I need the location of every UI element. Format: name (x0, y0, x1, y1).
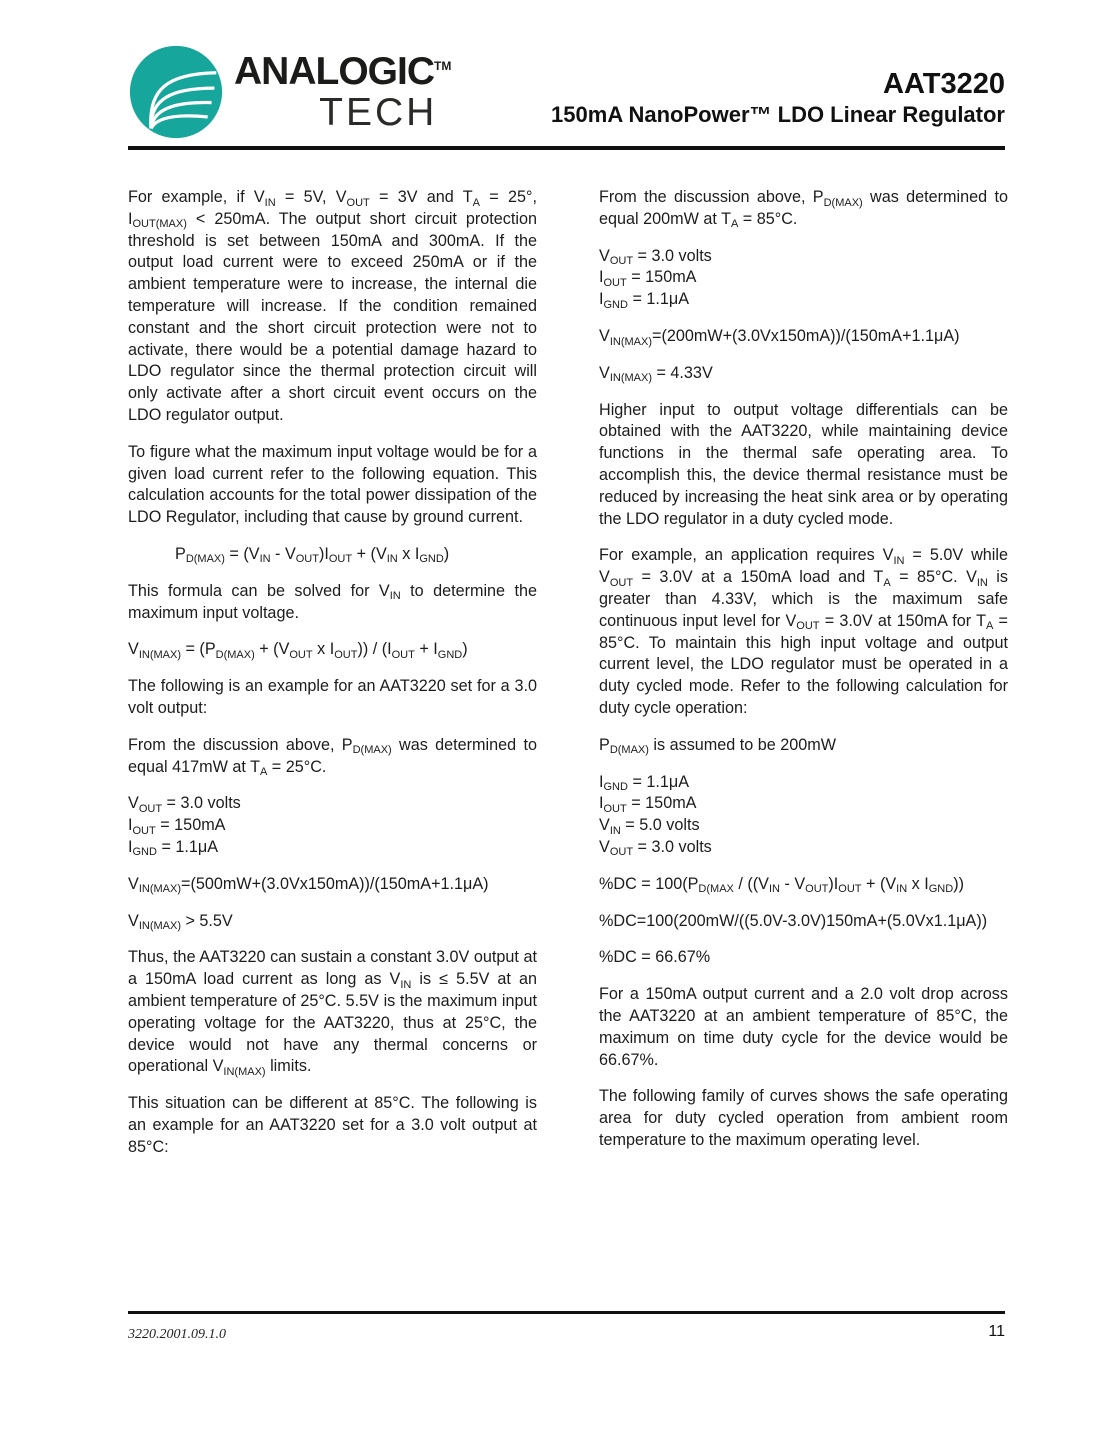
equation: $V_{IN(MAX)}=(500mW+(3.0Vx150mA))/(150mA+1.1\mu A)$ (128, 874, 489, 896)
equation: %DC = 66.67% (599, 948, 711, 967)
paragraph: Thus, the AAT3220 can sustain a constant 3.0V output at a 150mA load current as long as $V_{IN}$ is ≤ 5.5V at an ambient temperature of 25°C. 5.5V is the maximum input operating voltage for the AAT3220, thus at 25°C, the device would not have any thermal concerns or operational $V_{IN(MAX)}$ limits. (128, 948, 537, 1078)
brand-block (128, 44, 451, 140)
paragraph: This situation can be different at 85°C. The following is an example for an AAT3220 set for a 3.0 volt output at 85°C: (128, 1094, 537, 1156)
paragraph: For a 150mA output current and a 2.0 volt drop across the AAT3220 at an ambient temperature of 85°C, the maximum on time duty cycle for the device would be 66.67%. (599, 985, 1008, 1069)
paragraph: $P_{D(MAX)}$ is assumed to be 200mW (599, 735, 837, 757)
trademark-superscript: TM (434, 59, 452, 73)
value-line: $I_{OUT} = 150mA$ (599, 268, 697, 289)
paragraph: This formula can be solved for $V_{IN}$ to determine the maximum input voltage. (128, 581, 537, 622)
value-line: $I_{GND} = 1.1\mu A$ (599, 772, 690, 794)
brand-name-line2: TECH (319, 91, 438, 134)
document-revision-code: 3220.2001.09.1.0 (128, 1327, 226, 1342)
paragraph: The following family of curves shows the safe operating area for duty cycled operation from ambient room temperature to the maximum operating level. (599, 1087, 1008, 1149)
body-columns (128, 187, 1008, 1173)
equation: $V_{IN(MAX)}=(200mW+(3.0Vx150mA))/(150mA+1.1\mu A)$ (599, 326, 960, 348)
paragraph: Higher input to output voltage differentials can be obtained with the AAT3220, while maintaining device functions in the thermal safe operating area. To accomplish this, the device thermal resistance must be reduced by increasing the heat sink area or by operating the LDO regulator in a duty cycled mode. (599, 400, 1008, 528)
value-line: $V_{IN} = 5.0$ volts (599, 816, 700, 837)
right-column (599, 187, 1008, 1173)
brand-name: ANALOGIC (234, 50, 434, 93)
equation: $\%DC = 100(P_{D(MAX} / ((V_{IN} - V_{OUT})I_{OUT} + (V_{IN}$ x $I_{GND}$)) (599, 874, 964, 896)
paragraph: The following is an example for an AAT3220 set for a 3.0 volt output: (128, 677, 537, 717)
document-title: 150mA NanoPower™ LDO Linear Regulator (551, 102, 1005, 127)
equation: $P_{D(MAX)} = (V_{IN} - V_{OUT})I_{OUT} + (V_{IN}$ x $I_{GND}$) (175, 544, 450, 566)
brand-text (234, 44, 451, 134)
value-line: $V_{OUT} = 3.0$ volts (599, 246, 712, 268)
value-line: $I_{OUT} = 150mA$ (128, 816, 226, 837)
equation: %DC=100(200mW/((5.0V-3.0V)150mA+(5.0Vx1.1μA)) (599, 911, 988, 930)
paragraph: For example, if $V_{IN} = 5V$, $V_{OUT} = 3V$ and $T_A = 25^\circ$, $I_{OUT(MAX)} < 250mA$. The output short circuit protection threshold is set between 150mA and 300mA. If the output load current were to exceed 250mA or if the ambient temperature were to increase, the internal die temperature will increase. If the condition remained constant and the short circuit protection were not to activate, there would be a potential damage hazard to LDO regulator since the thermal protection circuit will only activate after a short circuit event occurs on the LDO regulator output. (128, 188, 537, 424)
value-list (599, 772, 1008, 859)
paragraph: To figure what the maximum input voltage would be for a given load current refer to the following equation. This calculation accounts for the total power dissipation of the LDO Regulator, including that cause by ground current. (128, 442, 537, 527)
paragraph: From the discussion above, $P_{D(MAX)}$ was determined to equal 200mW at $T_A = 85^\circ C$. (599, 188, 1008, 231)
value-list (128, 793, 537, 858)
left-column (128, 187, 537, 1173)
value-line: $I_{GND} = 1.1\mu A$ (599, 290, 690, 311)
value-line: $I_{OUT} = 150mA$ (599, 794, 697, 815)
equation: $V_{IN(MAX)} = (P_{D(MAX)} + (V_{OUT}$ x $I_{OUT})) / (I_{OUT} + I_{GND})$ (128, 640, 468, 661)
paragraph: From the discussion above, $P_{D(MAX)}$ was determined to equal 417mW at $T_A = 25^\circ C$. (128, 735, 537, 779)
equation: $V_{IN(MAX)} > 5.5V$ (128, 911, 233, 933)
brand-name-line1 (234, 46, 451, 92)
equation: $V_{IN(MAX)} = 4.33V$ (599, 363, 713, 385)
paragraph: For example, an application requires $V_{IN} = 5.0V$ while $V_{OUT} = 3.0V$ at a 150mA load and $T_A = 85^\circ C$. $V_{IN}$ is greater than 4.33V, which is the maximum safe continuous input level for $V_{OUT} = 3.0V$ at 150mA for $T_A = 85^\circ C$. To maintain this high input voltage and output current level, the LDO regulator must be operated in a duty cycled mode. Refer to the following calculation for duty cycle operation: (599, 546, 1009, 717)
page-number: 11 (988, 1323, 1005, 1340)
page-header (128, 44, 1005, 140)
part-number: AAT3220 (883, 68, 1005, 100)
footer-rule (128, 1311, 1005, 1314)
analogictech-logo-icon (128, 44, 224, 140)
title-block (551, 44, 1005, 130)
value-list (599, 246, 1008, 311)
header-rule (128, 146, 1005, 150)
value-line: $V_{OUT} = 3.0$ volts (599, 837, 712, 859)
value-line: $I_{GND} = 1.1\mu A$ (128, 837, 219, 859)
value-line: $V_{OUT} = 3.0$ volts (128, 794, 241, 815)
